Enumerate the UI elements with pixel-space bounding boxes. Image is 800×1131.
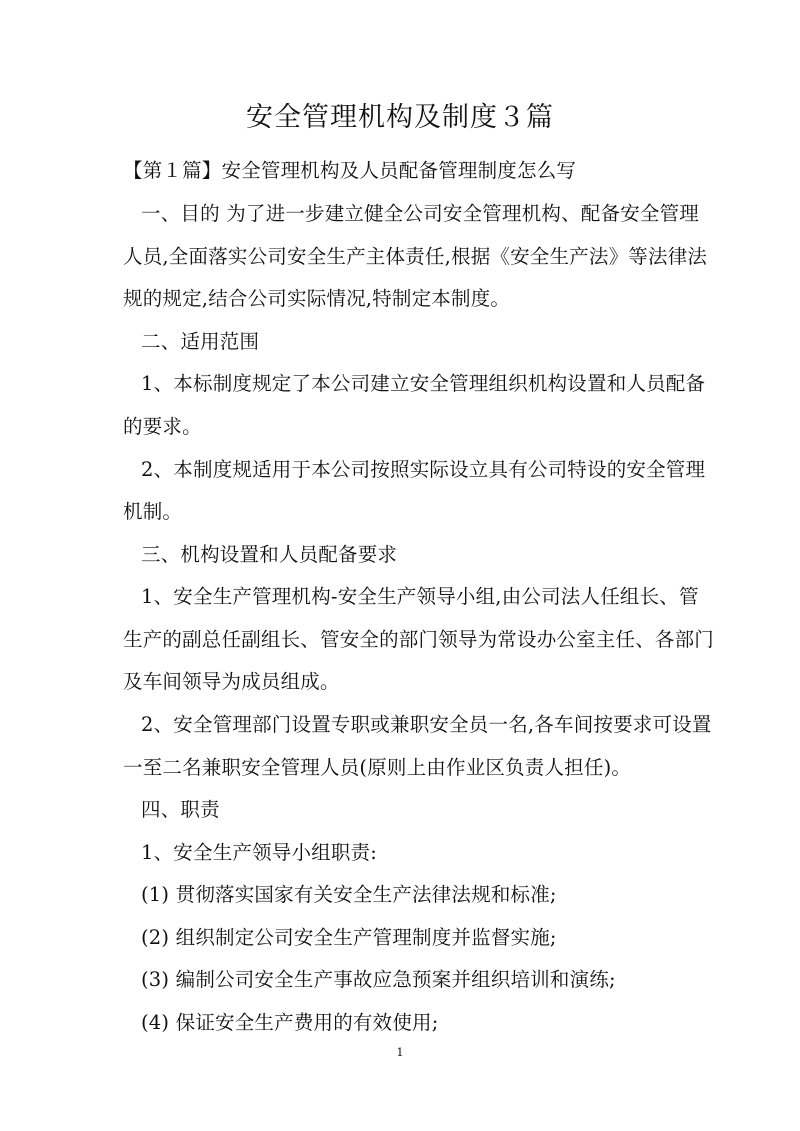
paragraph-line: 二、适用范围 — [141, 330, 260, 353]
paragraph-line: 生产的副总任副组长、管安全的部门领导为常设办公室主任、各部门 — [123, 628, 715, 651]
paragraph-line: 2、本制度规适用于本公司按照实际设立具有公司特设的安全管理 — [141, 458, 706, 481]
paragraph-line: 机制。 — [123, 500, 183, 523]
paragraph-line: 的要求。 — [123, 415, 202, 438]
list-item: (1) 贯彻落实国家有关安全生产法律法规和标准; — [141, 883, 557, 906]
paragraph-line: 一至二名兼职安全管理人员(原则上由作业区负责人担任)。 — [123, 756, 632, 779]
list-item: (4) 保证安全生产费用的有效使用; — [141, 1011, 439, 1034]
paragraph-line: 三、机构设置和人员配备要求 — [141, 543, 398, 566]
paragraph-line: 及车间领导为成员组成。 — [123, 670, 340, 693]
paragraph-line: 1、本标制度规定了本公司建立安全管理组织机构设置和人员配备 — [141, 372, 706, 395]
list-item: (2) 组织制定公司安全生产管理制度并监督实施; — [141, 926, 557, 949]
list-item: (3) 编制公司安全生产事故应急预案并组织培训和演练; — [141, 968, 616, 991]
paragraph-line: 1、安全生产管理机构-安全生产领导小组,由公司法人任组长、管 — [141, 585, 699, 608]
paragraph-line: 人员,全面落实公司安全生产主体责任,根据《安全生产法》等法律法 — [123, 245, 708, 268]
paragraph-line: 一、目的 为了进一步建立健全公司安全管理机构、配备安全管理 — [141, 202, 699, 225]
page-number: 1 — [396, 1046, 404, 1059]
paragraph-line: 规的规定,结合公司实际情况,特制定本制度。 — [123, 287, 511, 310]
paragraph-line: 四、职责 — [141, 798, 220, 821]
paragraph-line: 1、安全生产领导小组职责: — [141, 841, 378, 864]
section-heading: 【第１篇】安全管理机构及人员配备管理制度怎么写 — [123, 159, 577, 182]
paragraph-line: 2、安全管理部门设置专职或兼职安全员一名,各车间按要求可设置 — [141, 713, 712, 736]
document-title: 安全管理机构及制度３篇 — [246, 102, 554, 133]
